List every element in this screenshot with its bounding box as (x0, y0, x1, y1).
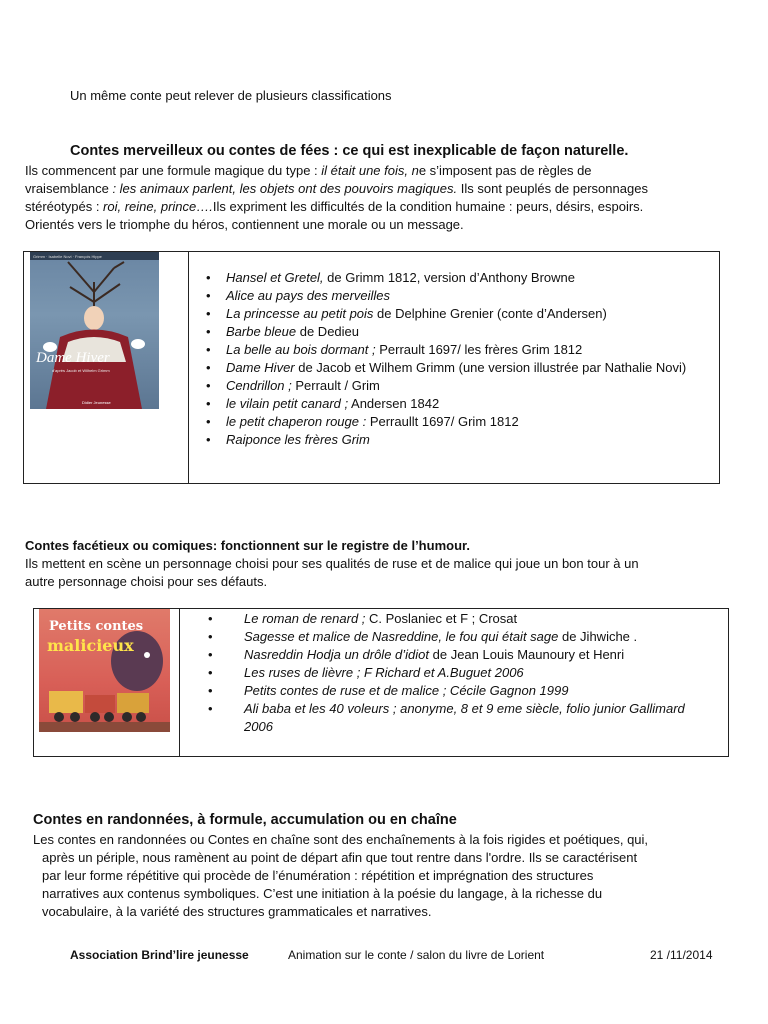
list-item: • Le roman de renard ; C. Poslaniec et F ; Crosat (208, 611, 518, 626)
section-heading-randonnees: Contes en randonnées, à formule, accumulation ou en chaîne (33, 812, 457, 828)
list-item: • Hansel et Gretel, de Grimm 1812, version d’Anthony Browne (206, 270, 576, 285)
list-item: • La princesse au petit pois de Delphine Grenier (conte d’Andersen) (206, 306, 607, 321)
table-divider (188, 252, 189, 483)
list-item: • Sagesse et malice de Nasreddine, le fou qui était sage de Jihwiche . (208, 629, 638, 644)
section-paragraph-randonnees: Les contes en randonnées ou Contes en chaîne sont des enchaînements à la fois rigides et poétiques, qui, après un périple, nous ramènent au point de départ afin que tout rentre dans l'ordre. Ils se caractérisent par leur forme répétitive qui procède de l’énumération : répétition et imprégnation des structures narratives aux contenus symboliques. C’est une initiation à la poésie du langage, à la richesse du vocabulaire, à la variété des structures grammaticales et narratives. (33, 832, 649, 919)
cover-title: Dame Hiver (36, 350, 110, 366)
list-item: • Les ruses de lièvre ; F Richard et A.Buguet 2006 (208, 665, 524, 680)
section-paragraph-facetieux: Ils mettent en scène un personnage choisi pour ses qualités de ruse et de malice qui joue un bon tour à un autre personnage choisi pour ses défauts. (25, 556, 639, 589)
list-item: • Cendrillon ; Perrault / Grim (206, 378, 380, 393)
table-divider (179, 609, 180, 756)
cover-illustration-tree-woman (30, 252, 159, 409)
book-list-facetieux (204, 610, 714, 736)
list-item: • Ali baba et les 40 voleurs ; anonyme, 8 et 9 eme siècle, folio junior Gallimard 2006 (208, 701, 685, 734)
cover-publisher: Didier Jeunesse (82, 400, 111, 405)
footer-date: 21 /11/2014 (650, 948, 713, 962)
footer-association: Association Brind’lire jeunesse (70, 948, 249, 962)
cover-author-strip: Grimm · Isabelle Novi · François Hippe (30, 252, 159, 260)
cover-title-line2: malicieux (47, 636, 134, 655)
cover-title-line1: Petits contes (49, 619, 144, 634)
book-list-merveilleux (204, 269, 709, 449)
book-cover-petits-contes-malicieux (39, 609, 170, 732)
list-item: • Raiponce les frères Grim (206, 432, 370, 447)
list-item: • Dame Hiver de Jacob et Wilhem Grimm (une version illustrée par Nathalie Novi) (206, 360, 687, 375)
list-item: • le vilain petit canard ; Andersen 1842 (206, 396, 440, 411)
list-item: • Barbe bleue de Dedieu (206, 324, 360, 339)
list-item: • le petit chaperon rouge : Perraullt 1697/ Grim 1812 (206, 414, 519, 429)
list-item: • Alice au pays des merveilles (206, 288, 391, 303)
cover-subtitle: d'après Jacob et Wilhelm Grimm (52, 368, 110, 373)
intro-text: Un même conte peut relever de plusieurs classifications (70, 88, 392, 103)
footer-event: Animation sur le conte / salon du livre de Lorient (288, 948, 545, 962)
section-paragraph-merveilleux: Ils commencent par une formule magique du type : il était une fois, ne s’imposent pas de règles de vraisemblance : les animaux parlent, les objets ont des pouvoirs magiques. Ils sont peuplés de personnages stéréotypés : roi, reine, prince….Ils expriment les difficultés de la condition humaine : peurs, désirs, espoirs. Orientés vers le triomphe du héros, contiennent une morale ou un message. (25, 163, 648, 232)
book-cover-dame-hiver (30, 252, 159, 409)
list-item: • Petits contes de ruse et de malice ; Cécile Gagnon 1999 (208, 683, 569, 698)
list-item: • Nasreddin Hodja un drôle d’idiot de Jean Louis Maunoury et Henri (208, 647, 625, 662)
list-item: • La belle au bois dormant ; Perrault 1697/ les frères Grim 1812 (206, 342, 583, 357)
section-heading-merveilleux: Contes merveilleux ou contes de fées : ce qui est inexplicable de façon naturelle. (70, 143, 629, 159)
section-heading-facetieux: Contes facétieux ou comiques: fonctionnent sur le registre de l’humour. (25, 538, 470, 553)
